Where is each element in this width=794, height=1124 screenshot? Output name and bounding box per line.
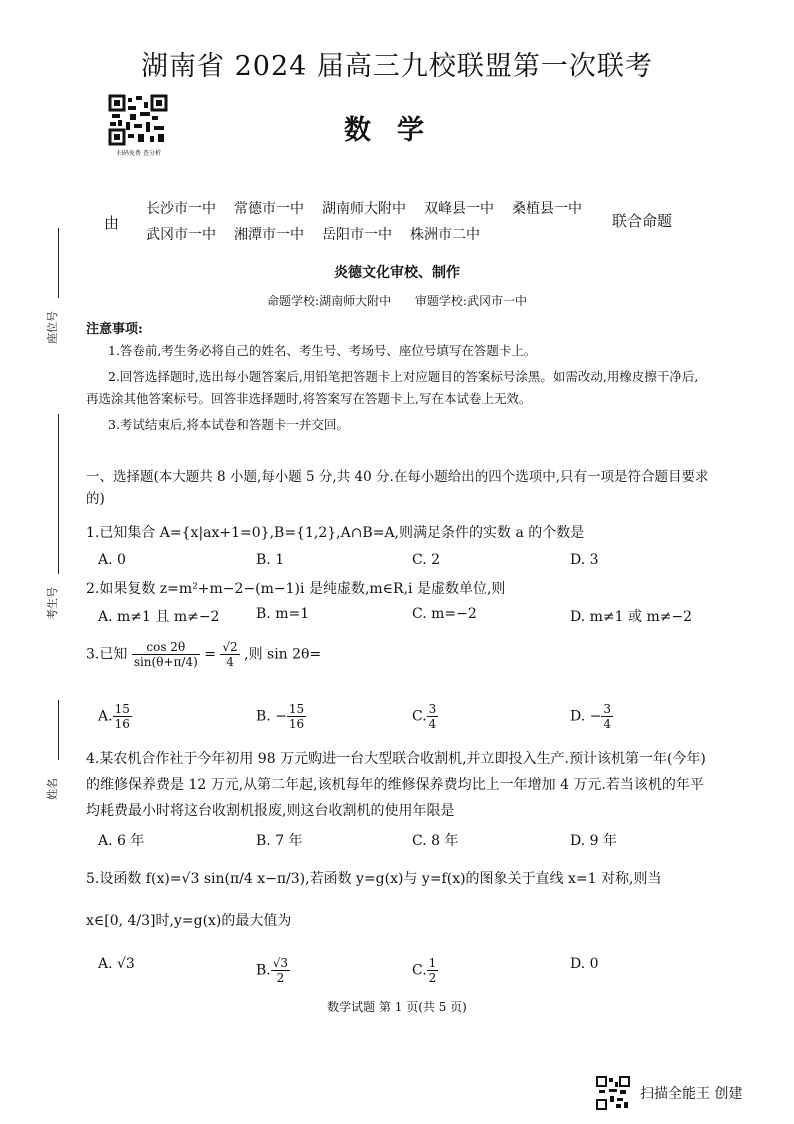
- joint-label: 联合命题: [612, 212, 673, 230]
- question-5-stem-2: x∈[0, 4/3]时,y=g(x)的最大值为: [86, 913, 292, 929]
- option-b-fraction: [271, 956, 290, 985]
- frac-den: 16: [288, 717, 305, 731]
- option-c-fraction: [427, 956, 439, 985]
- option-b-fraction: [287, 702, 306, 731]
- option-d: D. m≠1 或 m≠−2: [570, 609, 693, 625]
- frac-num: 3: [428, 702, 437, 716]
- question-2-stem: 2.如果复数 z=m²+m−2−(m−1)i 是纯虚数,m∈R,i 是虚数单位,则: [86, 581, 506, 597]
- school-name: 湘潭市一中: [234, 227, 304, 243]
- option-b: B. m=1: [256, 606, 310, 622]
- notes-title: 注意事项:: [86, 322, 143, 337]
- option-c: [412, 702, 438, 731]
- option-a: A. 6 年: [98, 833, 145, 849]
- option-d: D. 0: [570, 956, 599, 972]
- option-c: C. 8 年: [412, 833, 459, 849]
- option-a: A. 0: [98, 552, 126, 568]
- option-b: B. 1: [256, 552, 285, 568]
- seat-label: 座位号: [46, 311, 59, 344]
- frac-den: 4: [428, 717, 437, 731]
- exam-title: 湖南省 2024 届高三九校联盟第一次联考: [141, 51, 653, 82]
- option-a: A. √3: [98, 956, 135, 972]
- question-5-stem-1: 5.设函数 f(x)=√3 sin(π/4 x−π/3),若函数 y=g(x)与 y=f(x)的图象关于直线 x=1 对称,则当: [86, 871, 662, 887]
- review-line: 炎德文化审校、制作: [334, 265, 460, 281]
- option-d: D. 3: [570, 552, 599, 568]
- frac-den: 4: [603, 717, 611, 731]
- q3-left-fraction: [132, 640, 200, 669]
- option-a: A. m≠1 且 m≠−2: [98, 609, 220, 625]
- school-name: 桑植县一中: [512, 201, 582, 217]
- question-1-stem: 1.已知集合 A={x|ax+1=0},B={1,2},A∩B=A,则满足条件的实数 a 的个数是: [86, 525, 585, 541]
- option-c-label: C.: [412, 708, 427, 725]
- q3-prefix: 3.已知: [86, 646, 128, 663]
- margin-line: [58, 414, 59, 574]
- frac-num: 15: [114, 702, 130, 716]
- note-item: 2.回答选择题时,选出每小题答案后,用铅笔把答题卡上对应题目的答案标号涂黑。如需改动,用橡皮擦干净后,再选涂其他答案标号。回答非选择题时,将答案写在答题卡上,写在本试卷上无效。: [86, 369, 699, 406]
- q3-right-fraction: [220, 640, 239, 669]
- subject-title: 数学: [344, 115, 450, 146]
- frac-num: √3: [272, 956, 289, 970]
- frac-den: 2: [428, 971, 437, 985]
- school-name: 双峰县一中: [424, 201, 494, 217]
- option-a-fraction: [113, 702, 132, 731]
- option-b: [256, 956, 290, 985]
- qr-caption: 扫码免费 查分析: [117, 150, 161, 157]
- exam-no-label: 考生号: [46, 587, 59, 620]
- option-c: C. m=−2: [412, 606, 477, 622]
- frac-den: 16: [114, 717, 130, 731]
- school-name: 武冈市一中: [146, 227, 216, 243]
- option-c: [412, 956, 438, 985]
- q3-equals: =: [204, 646, 216, 663]
- school-row-1: [146, 196, 606, 222]
- name-label: 姓名: [46, 778, 59, 800]
- frac-num: 15: [288, 702, 305, 716]
- option-b-label: B. −: [256, 708, 287, 725]
- option-c-label: C.: [412, 962, 427, 979]
- frac-num: 1: [428, 956, 437, 970]
- school-name: 湖南师大附中: [322, 201, 406, 217]
- checker-school: 审题学校:武冈市一中: [414, 294, 527, 308]
- margin-line: [58, 700, 59, 760]
- scanner-qr-icon: [596, 1076, 630, 1110]
- option-c-fraction: [427, 702, 439, 731]
- section-heading: 一、选择题(本大题共 8 小题,每小题 5 分,共 40 分.在每小题给出的四个选项中,只有一项是符合题目要求的): [86, 469, 709, 507]
- q3-suffix: ,则 sin 2θ=: [244, 646, 322, 663]
- option-d: D. 9 年: [570, 833, 617, 849]
- frac-den: 2: [276, 971, 285, 985]
- school-name: 株洲市二中: [410, 227, 480, 243]
- option-d-fraction: [601, 702, 613, 731]
- option-c: C. 2: [412, 552, 441, 568]
- school-name: 岳阳市一中: [322, 227, 392, 243]
- option-d-label: D. −: [570, 708, 602, 725]
- note-item: 3.考试结束后,将本试卷和答题卡一并交回。: [108, 417, 349, 432]
- setter-school: 命题学校:湖南师大附中: [267, 294, 392, 308]
- option-d: [570, 702, 613, 731]
- school-name: 常德市一中: [234, 201, 304, 217]
- page-footer: 数学试题 第 1 页(共 5 页): [327, 1000, 467, 1014]
- roles-line: [0, 292, 794, 309]
- q3-num: cos 2θ: [132, 640, 200, 655]
- option-b: [256, 702, 306, 731]
- school-row-2: [146, 222, 606, 248]
- q3-rnum: √2: [222, 640, 238, 654]
- scanner-watermark: 扫描全能王 创建: [640, 1086, 743, 1102]
- by-label: 由: [104, 214, 120, 232]
- option-a-label: A.: [98, 708, 113, 725]
- q3-rden: 4: [226, 655, 234, 669]
- question-4-stem: 4.某农机合作社于今年初用 98 万元购进一台大型联合收割机,并立即投入生产.预计该机第一年(今年)的维修保养费是 12 万元,从第二年起,该机每年的维修保养费均比上一年增加 4 万元.若当该机的年平均耗费最小时将这台收割机报废,则这台收割机的使用年限是: [86, 751, 706, 819]
- school-name: 长沙市一中: [146, 201, 216, 217]
- option-a: [98, 702, 132, 731]
- frac-num: 3: [603, 702, 611, 716]
- note-item: 1.答卷前,考生务必将自己的姓名、考生号、考场号、座位号填写在答题卡上。: [108, 343, 537, 358]
- margin-line: [58, 228, 59, 298]
- q3-den: sin(θ+π/4): [133, 655, 198, 669]
- school-list: [146, 196, 606, 248]
- question-3-stem: [86, 640, 716, 669]
- option-b: B. 7 年: [256, 833, 303, 849]
- option-b-label: B.: [256, 962, 271, 979]
